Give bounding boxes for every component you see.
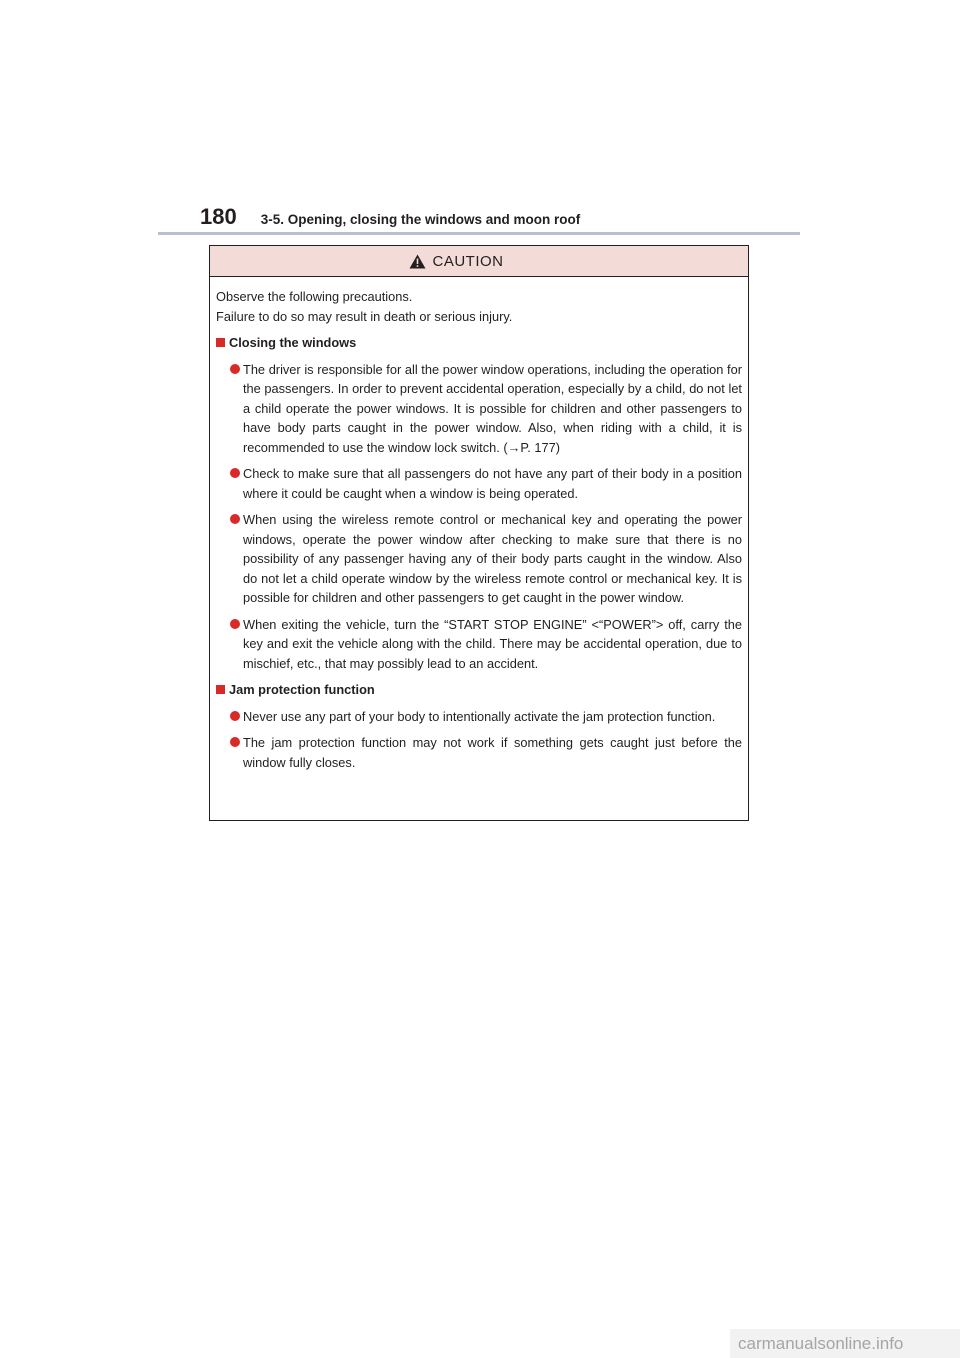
caution-body: [210, 277, 748, 772]
header-rule: [158, 232, 800, 235]
square-bullet-icon: [216, 685, 225, 694]
list-item: [216, 360, 742, 458]
list-item: [216, 464, 742, 503]
section-heading-text: Closing the windows: [229, 335, 357, 350]
caution-header: [210, 246, 748, 277]
circle-bullet-icon: [230, 737, 240, 747]
circle-bullet-icon: [230, 619, 240, 629]
list-item-text: The driver is responsible for all the power window operations, including the operation for the passengers. In order to prevent accidental operation, especially by a child, do not let a child operate the power windows. It is possible for children and other passengers to have body parts caught in the power window. Also, when riding with a child, it is recommended to use the window lock switch. (→P. 177): [243, 361, 742, 455]
section-heading: [216, 333, 742, 353]
circle-bullet-icon: [230, 364, 240, 374]
list-item: [216, 707, 742, 727]
section-heading: [216, 680, 742, 700]
list-item-text: Check to make sure that all passengers do not have any part of their body in a position where it could be caught when a window is being operated.: [243, 466, 742, 501]
caution-intro: [216, 287, 742, 326]
circle-bullet-icon: [230, 514, 240, 524]
section-heading-text: Jam protection function: [229, 682, 375, 697]
watermark: carmanualsonline.info: [730, 1329, 960, 1358]
intro-line: Failure to do so may result in death or serious injury.: [216, 308, 513, 324]
section-title: 3-5. Opening, closing the windows and moon roof: [260, 212, 581, 227]
circle-bullet-icon: [230, 468, 240, 478]
list-item-text: When using the wireless remote control or mechanical key and operating the power windows, operate the power window after checking to make sure that there is no possibility of any passenger having any of their body parts caught in the window. Also do not let a child operate window by the wireless remote control or mechanical key. It is possible for children and other passengers to get caught in the power window.: [243, 512, 742, 605]
square-bullet-icon: [216, 338, 225, 347]
caution-label: CAUTION: [432, 252, 504, 270]
list-item-text: Never use any part of your body to intentionally activate the jam protection function.: [243, 708, 716, 724]
circle-bullet-icon: [230, 711, 240, 721]
list-item: [216, 733, 742, 772]
list-item-text: When exiting the vehicle, turn the “START STOP ENGINE” <“POWER”> off, carry the key and exit the vehicle along with the child. There may be accidental operation, due to mischief, etc., that may possibly lead to an accident.: [243, 616, 742, 671]
page-header: [200, 204, 580, 230]
page-number: 180: [200, 204, 237, 229]
intro-line: Observe the following precautions.: [216, 289, 413, 304]
list-item: [216, 615, 742, 674]
list-item-text: The jam protection function may not work if something gets caught just before the window fully closes.: [243, 735, 742, 770]
warning-triangle-icon: [409, 254, 426, 269]
caution-box: [209, 245, 749, 821]
list-item: [216, 510, 742, 608]
